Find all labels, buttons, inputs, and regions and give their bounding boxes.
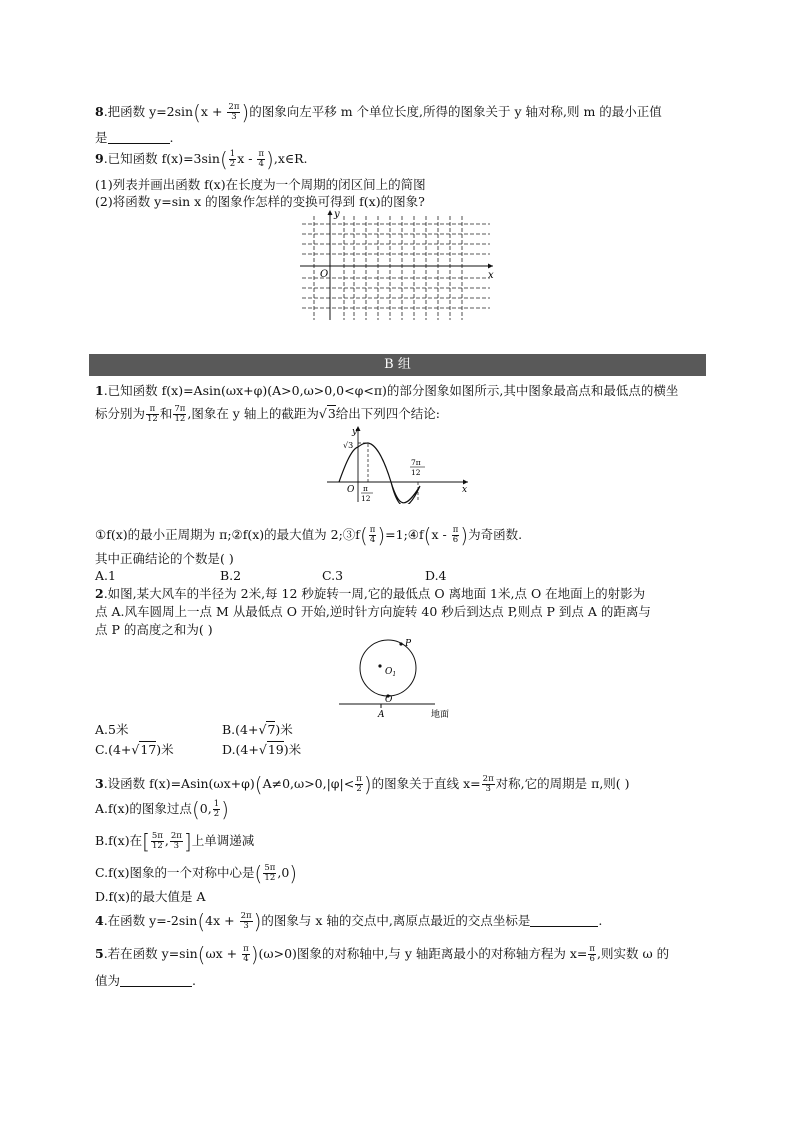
svg-text:O1: $O_1$ [385,667,397,678]
b1-option-b[interactable]: B.2 [220,568,242,583]
svg-text:P: P [405,639,412,649]
b5-line1: 5.若在函数 y=sin(ωx + $\frac{\pi}{4}$ )(ω>0)图象的对称轴中,与 y 轴距离最小的对称轴方程为 x= $\frac{\pi}{6}$ ,则实数 ω 的 [95,942,670,967]
b2-line2: 点 A.风车圆周上一点 M 从最低点 O 开始,逆时针方向旋转 40 秒后到达点 P,则点 P 到点 A 的距离与 [95,604,651,619]
svg-text:O: O [385,695,393,705]
b3-option-c[interactable]: C.f(x)图象的一个对称中心是( $\frac{5\pi}{12}$ ,0) [95,861,298,886]
b4-stem: 4.在函数 y=-2sin(4x + $\frac{2\pi}{3}$ )的图象与 x 轴的交点中,离原点最近的交点坐标是 . [95,909,603,934]
svg-text:O: O [347,485,355,495]
q9-frac-b: $\frac{\pi}{4}$ [258,149,265,169]
b2-option-d[interactable]: D.(4+√19)米 [222,742,302,757]
q9-coordinate-grid [296,208,501,323]
b2-option-b[interactable]: B.(4+√7)米 [222,722,293,737]
b1-question: 其中正确结论的个数是( ) [95,551,234,566]
b3-stem: 3.设函数 f(x)=Asin(ωx+φ)(A≠0,ω>0,|φ|< $\frac{\pi}{2}$ )的图象关于直线 x= $\frac{2\pi}{3}$ 对称,它的周期是 π,则( ) [95,772,630,797]
q9-grid-x-label: x [488,270,494,281]
svg-text:x: x [462,485,468,495]
b2-option-c[interactable]: C.(4+√17)米 [95,742,174,757]
b4-answer-blank[interactable] [530,914,598,927]
q9-grid-y-label: y [334,209,340,220]
b3-option-b[interactable]: B.f(x)在[ $\frac{5\pi}{12}$ , $\frac{2\pi}{3}$ ]上单调递减 [95,829,255,854]
svg-text:√3: √3 [343,441,354,450]
q9-number: 9 [95,151,104,166]
svg-text:7π: 7π [411,458,421,467]
b5-number: 5 [95,946,104,961]
b1-option-d[interactable]: D.4 [425,568,447,583]
svg-text:12: 12 [411,468,421,477]
b2-line3: 点 P 的高度之和为( ) [95,622,213,637]
q8-line2: 是 . [95,130,174,145]
b3-number: 3 [95,776,104,791]
b1-statements: ①f(x)的最小正周期为 π;②f(x)的最大值为 2;③f( $\frac{\pi}{4}$ )=1;④f(x - $\frac{\pi}{6}$ )为奇函数. [95,523,523,548]
b1-line2: 标分别为 $\frac{\pi}{12}$ 和 $\frac{7\pi}{12}$ ,图象在 y 轴上的截距为√3给出下列四个结论: [95,404,440,424]
b2-number: 2 [95,586,104,601]
q9-part2: (2)将函数 y=sin x 的图象作怎样的变换可得到 f(x)的图象? [95,194,425,209]
section-b-banner: B 组 [89,354,706,376]
b5-answer-blank[interactable] [120,974,192,987]
q8-answer-blank[interactable] [108,131,170,144]
svg-text:12: 12 [361,494,371,503]
b5-line2: 值为 . [95,973,196,988]
b2-line1: 2.如图,某大风车的半径为 2米,每 12 秒旋转一周,它的最低点 O 离地面 1米,点 O 在地面上的射影为 [95,586,646,601]
b1-sine-graph [325,424,475,504]
b3-option-d[interactable]: D.f(x)的最大值是 A [95,889,206,904]
q9-part1: (1)列表并画出函数 f(x)在长度为一个周期的闭区间上的简图 [95,177,426,192]
b2-option-a[interactable]: A.5米 [95,722,129,737]
b3-option-a[interactable]: A.f(x)的图象过点(0, $\frac{1}{2}$ ) [95,797,229,822]
svg-text:π: π [363,484,368,493]
b2-windmill-figure [335,636,465,720]
b1-number: 1 [95,383,104,398]
q8-text-a: .把函数 y=2sin [103,104,194,119]
b4-number: 4 [95,913,104,928]
svg-text:地面: 地面 [431,710,450,720]
q8-frac: $\frac{2\pi}{3}$ [228,102,240,122]
svg-text:y: y [352,427,358,437]
b1-option-a[interactable]: A.1 [95,568,116,583]
q9-line1: 9.已知函数 f(x)=3sin( $\frac{1}{2}$ x - $\frac{\pi}{4}$ ),x∈R. [95,147,308,172]
q9-grid-origin-label: O [320,269,329,280]
q8-number: 8 [95,104,104,119]
q9-frac-a: $\frac{1}{2}$ [229,149,236,169]
b1-line1: 1.已知函数 f(x)=Asin(ωx+φ)(A>0,ω>0,0<φ<π)的部分图象如图所示,其中图象最高点和最低点的横坐 [95,383,679,398]
b1-option-c[interactable]: C.3 [322,568,344,583]
q8-text-b: 的图象向左平移 m 个单位长度,所得的图象关于 y 轴对称,则 m 的最小正值 [249,104,662,119]
svg-text:A: A [378,710,385,720]
q8-line1: 8.把函数 y=2sin(x + $\frac{2\pi}{3}$ )的图象向左平移 m 个单位长度,所得的图象关于 y 轴对称,则 m 的最小正值 [95,100,662,125]
